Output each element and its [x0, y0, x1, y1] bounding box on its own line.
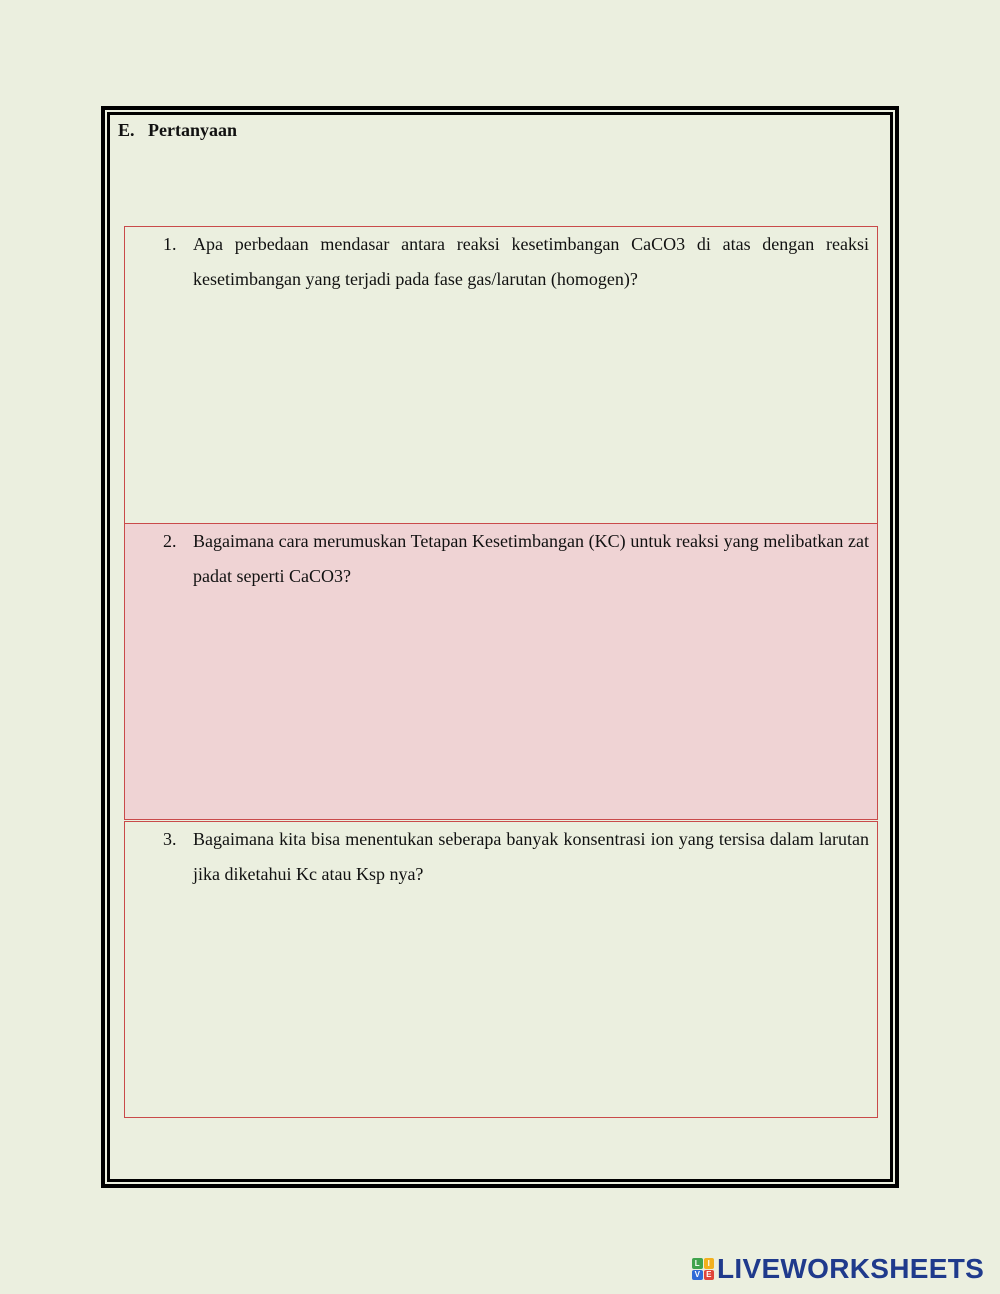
- logo-tile: V: [692, 1270, 703, 1281]
- question-number: 2.: [163, 531, 177, 551]
- answer-box-question-1[interactable]: [124, 226, 878, 524]
- section-heading: [118, 118, 237, 142]
- section-title: Pertanyaan: [148, 120, 237, 140]
- liveworksheets-brand: [692, 1253, 984, 1285]
- logo-tile: I: [704, 1258, 715, 1269]
- question-number: 1.: [163, 234, 177, 254]
- liveworksheets-logo-icon: [692, 1258, 714, 1280]
- brand-name: LIVEWORKSHEETS: [717, 1253, 985, 1284]
- answer-box-question-2[interactable]: [124, 523, 878, 820]
- logo-tile: E: [704, 1270, 715, 1281]
- answer-box-question-3[interactable]: [124, 821, 878, 1118]
- logo-tile: L: [692, 1258, 703, 1269]
- section-letter: E.: [118, 120, 135, 140]
- question-number: 3.: [163, 829, 177, 849]
- question-text: Bagaimana kita bisa menentukan seberapa banyak konsentrasi ion yang tersisa dalam larutan jika diketahui Kc atau Ksp nya?: [193, 829, 869, 884]
- question-text: Bagaimana cara merumuskan Tetapan Kesetimbangan (KC) untuk reaksi yang melibatkan zat padat seperti CaCO3?: [193, 531, 869, 586]
- question-text: Apa perbedaan mendasar antara reaksi kesetimbangan CaCO3 di atas dengan reaksi kesetimbangan yang terjadi pada fase gas/larutan (homogen)?: [193, 234, 869, 289]
